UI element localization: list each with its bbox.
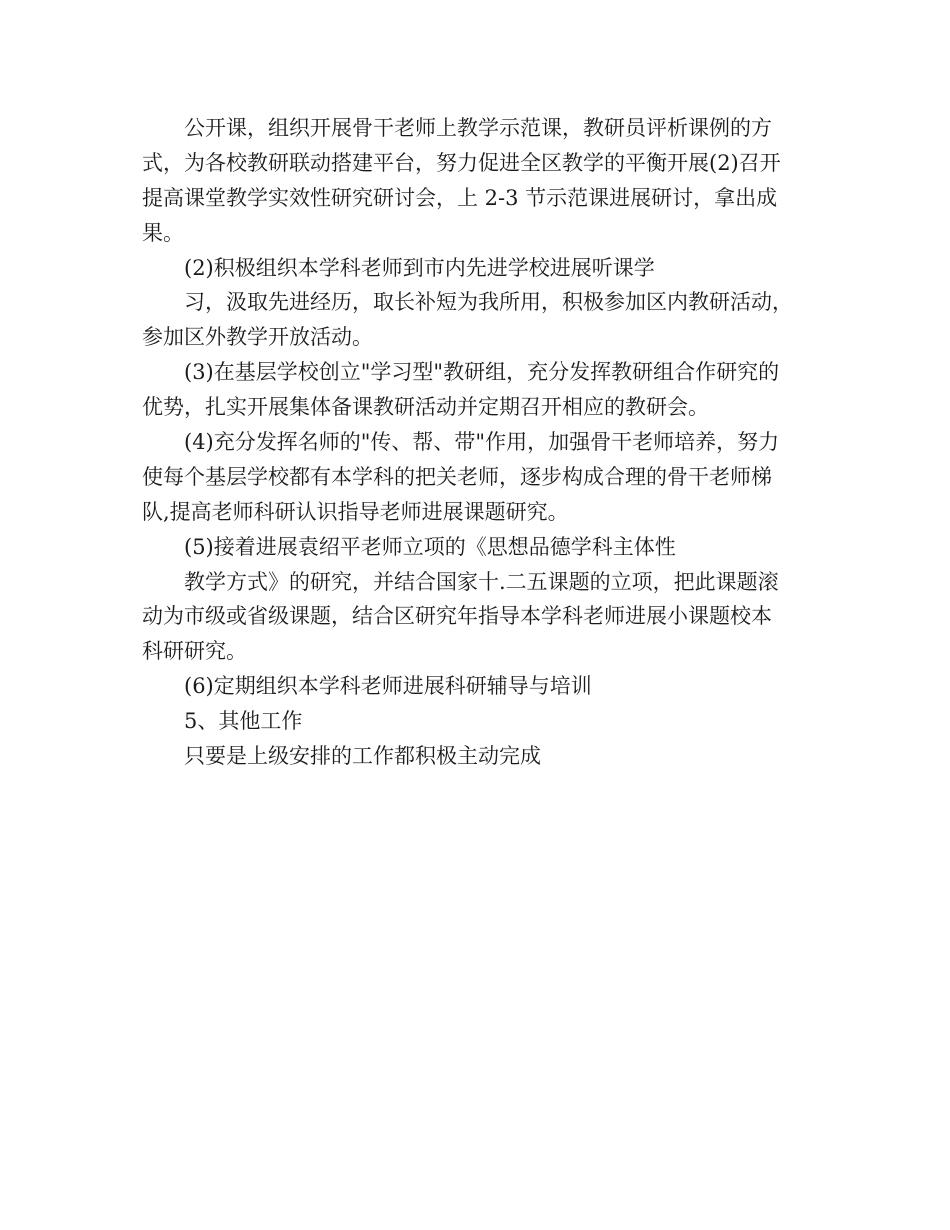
text-line: 5、其他工作 [184,709,303,734]
text-line: 优势，扎实开展集体备课教研活动并定期召开相应的教研会。 [142,395,709,420]
text-line: 科研研究。 [142,639,247,664]
text-line: 队,提高老师科研认识指导老师进展课题研究。 [142,499,569,524]
text-line: 式，为各校教研联动搭建平台，努力促进全区教学的平衡开展(2)召开 [142,150,781,175]
text-line: 公开课，组织开展骨干老师上教学示范课，教研员评析课例的方 [184,116,772,140]
text-line: 参加区外教学开放活动。 [142,325,373,350]
text-line: (6)定期组织本学科老师进展科研辅导与培训 [184,674,592,699]
text-line: (5)接着进展袁绍平老师立项的《思想品德学科主体性 [184,534,676,559]
text-line: 只要是上级安排的工作都积极主动完成 [184,744,541,769]
text-line: 使每个基层学校都有本学科的把关老师，逐步构成合理的骨干老师梯 [142,464,772,489]
text-line: 果。 [142,220,184,245]
text-line: 动为市级或省级课题，结合区研究年指导本学科老师进展小课题校本 [142,604,772,629]
text-line: 教学方式》的研究，并结合国家十.二五课题的立项，把此课题滚 [184,569,779,594]
text-line: 习，汲取先进经历，取长补短为我所用，积极参加区内教研活动， [184,290,793,315]
text-line: (2)积极组织本学科老师到市内先进学校进展听课学 [184,255,655,280]
text-line: (4)充分发挥名师的"传、帮、带"作用，加强骨干老师培养，努力 [184,430,780,455]
text-line: (3)在基层学校创立"学习型"教研组，充分发挥教研组合作研究的 [184,360,780,385]
document-body [142,111,822,774]
text-line: 提高课堂教学实效性研究研讨会，上 2-3 节示范课进展研讨，拿出成 [142,185,778,210]
